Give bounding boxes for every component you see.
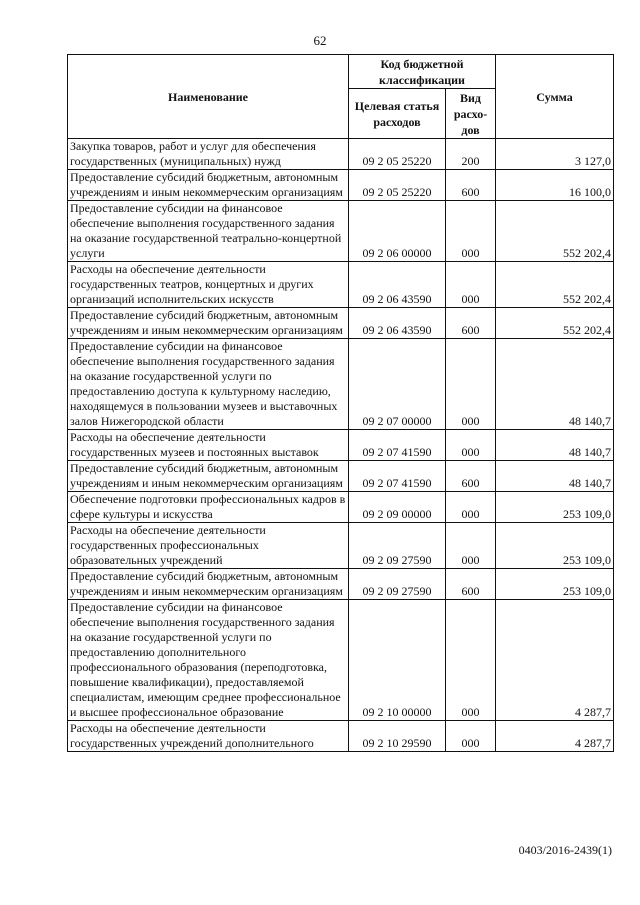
budget-table (67, 54, 614, 752)
row-name-cell: Закупка товаров, работ и услуг для обеспечения государственных (муниципальных) нужд (68, 139, 349, 170)
row-expense-type-cell: 000 (446, 339, 496, 430)
row-sum-cell: 253 109,0 (496, 523, 614, 569)
row-target-article-cell: 09 2 09 00000 (349, 492, 446, 523)
row-expense-type-cell: 000 (446, 430, 496, 461)
row-sum-cell: 4 287,7 (496, 600, 614, 721)
row-name-cell: Предоставление субсидии на финансовое обеспечение выполнения государственного задания на оказание государственной услуги по предоставлению доступа к культурному наследию, находящемуся в пользовании музеев и выставочных залов Нижегородской области (68, 339, 349, 430)
row-expense-type-cell: 000 (446, 201, 496, 262)
row-expense-type-cell: 200 (446, 139, 496, 170)
table-row (68, 339, 614, 430)
row-sum-cell: 552 202,4 (496, 262, 614, 308)
table-body (68, 139, 614, 752)
row-expense-type-cell: 000 (446, 492, 496, 523)
row-target-article-cell: 09 2 07 00000 (349, 339, 446, 430)
row-target-article-cell: 09 2 07 41590 (349, 430, 446, 461)
header-expense-type: Вид расхо-дов (446, 89, 496, 139)
row-expense-type-cell: 600 (446, 461, 496, 492)
table-row (68, 492, 614, 523)
row-sum-cell: 4 287,7 (496, 721, 614, 752)
row-name-cell: Расходы на обеспечение деятельности государственных профессиональных образовательных учреждений (68, 523, 349, 569)
row-sum-cell: 253 109,0 (496, 569, 614, 600)
table-row (68, 569, 614, 600)
row-sum-cell: 48 140,7 (496, 461, 614, 492)
row-name-cell: Расходы на обеспечение деятельности государственных музеев и постоянных выставок (68, 430, 349, 461)
row-target-article-cell: 09 2 07 41590 (349, 461, 446, 492)
document-code: 0403/2016-2439(1) (518, 843, 612, 857)
header-sum: Сумма (496, 55, 614, 139)
row-target-article-cell: 09 2 10 29590 (349, 721, 446, 752)
row-name-cell: Обеспечение подготовки профессиональных кадров в сфере культуры и искусства (68, 492, 349, 523)
row-target-article-cell: 09 2 10 00000 (349, 600, 446, 721)
row-name-cell: Предоставление субсидий бюджетным, автономным учреждениям и иным некоммерческим организациям (68, 569, 349, 600)
row-sum-cell: 3 127,0 (496, 139, 614, 170)
row-expense-type-cell: 000 (446, 262, 496, 308)
row-expense-type-cell: 000 (446, 721, 496, 752)
header-target-article: Целевая статья расходов (349, 89, 446, 139)
row-name-cell: Предоставление субсидий бюджетным, автономным учреждениям и иным некоммерческим организациям (68, 461, 349, 492)
row-name-cell: Предоставление субсидии на финансовое обеспечение выполнения государственного задания на оказание государственной театрально-концертной услуги (68, 201, 349, 262)
row-expense-type-cell: 000 (446, 600, 496, 721)
table-row (68, 308, 614, 339)
row-target-article-cell: 09 2 05 25220 (349, 139, 446, 170)
row-name-cell: Предоставление субсидий бюджетным, автономным учреждениям и иным некоммерческим организациям (68, 170, 349, 201)
row-sum-cell: 552 202,4 (496, 201, 614, 262)
row-sum-cell: 552 202,4 (496, 308, 614, 339)
row-expense-type-cell: 600 (446, 308, 496, 339)
table-row (68, 139, 614, 170)
row-target-article-cell: 09 2 06 43590 (349, 262, 446, 308)
row-expense-type-cell: 000 (446, 523, 496, 569)
row-target-article-cell: 09 2 06 00000 (349, 201, 446, 262)
row-target-article-cell: 09 2 05 25220 (349, 170, 446, 201)
table-row (68, 461, 614, 492)
row-name-cell: Расходы на обеспечение деятельности государственных театров, концертных и других организаций исполнительских искусств (68, 262, 349, 308)
table-row (68, 721, 614, 752)
row-expense-type-cell: 600 (446, 569, 496, 600)
table-row (68, 523, 614, 569)
row-expense-type-cell: 600 (446, 170, 496, 201)
row-sum-cell: 48 140,7 (496, 430, 614, 461)
table-row (68, 201, 614, 262)
row-name-cell: Расходы на обеспечение деятельности государственных учреждений дополнительного (68, 721, 349, 752)
row-sum-cell: 253 109,0 (496, 492, 614, 523)
table-row (68, 262, 614, 308)
table-row (68, 600, 614, 721)
table-row (68, 430, 614, 461)
header-name: Наименование (68, 55, 349, 139)
row-name-cell: Предоставление субсидий бюджетным, автономным учреждениям и иным некоммерческим организациям (68, 308, 349, 339)
row-target-article-cell: 09 2 06 43590 (349, 308, 446, 339)
header-code-group: Код бюджетной классификации (349, 55, 496, 89)
row-name-cell: Предоставление субсидии на финансовое обеспечение выполнения государственного задания на оказание государственной услуги по предоставлению дополнительного профессионального образования (переподготовка, повышение квалификации), предоставляемой специалистам, имеющим среднее профессиональное и высшее профессиональное образование (68, 600, 349, 721)
row-target-article-cell: 09 2 09 27590 (349, 569, 446, 600)
row-sum-cell: 16 100,0 (496, 170, 614, 201)
table-row (68, 170, 614, 201)
row-sum-cell: 48 140,7 (496, 339, 614, 430)
row-target-article-cell: 09 2 09 27590 (349, 523, 446, 569)
page-number: 62 (313, 33, 327, 48)
